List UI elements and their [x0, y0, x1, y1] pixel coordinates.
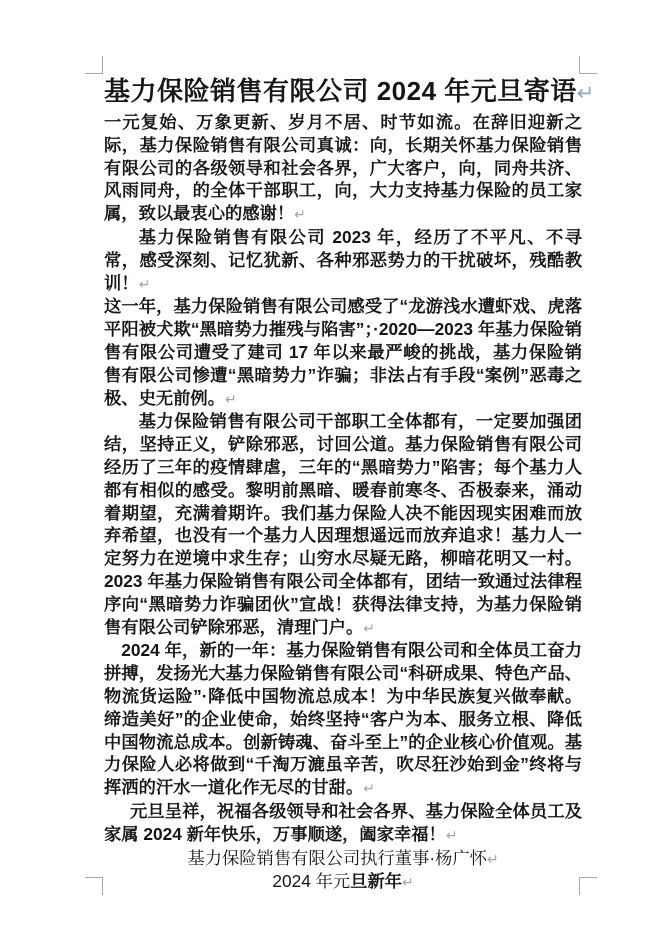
paragraph-mark-icon: ↵ [402, 874, 414, 891]
paragraph-text: 一元复始、万象更新、岁月不居、时节如流。在辞旧迎新之际，基力保险销售有限公司真诚：向，长期关怀基力保险销售有限公司的各级领导和社会各界，广大客户，向，同舟共济、风雨同舟，的全体干部职工，向，大力支持基力保险的员工家属，致以最衷心的感谢！ [104, 112, 582, 224]
paragraph-new-year-wishes[interactable] [104, 800, 582, 847]
paragraph-staff-unity[interactable] [104, 410, 582, 639]
document-title-text: 基力保险销售有限公司 2024 年元旦寄语 [104, 76, 577, 106]
paragraph-text: 基力保险销售有限公司 2023 年，经历了不平凡、不寻常，感受深刻、记忆犹新、各种邪恶势力的干扰破坏，残酷教训！ [104, 226, 582, 293]
crop-mark-bottom-left-icon [85, 877, 103, 895]
signature-text: 基力保险销售有限公司执行董事·杨广怀 [187, 847, 487, 868]
document-title[interactable] [104, 74, 595, 111]
paragraph-greeting[interactable] [104, 111, 582, 226]
crop-mark-top-left-icon [85, 56, 103, 74]
paragraph-mark-icon: ↵ [294, 206, 306, 223]
crop-mark-top-right-icon [579, 56, 597, 74]
paragraph-mark-icon: ↵ [445, 826, 458, 843]
paragraph-2023-review[interactable] [104, 226, 582, 295]
paragraph-mark-icon: ↵ [576, 82, 595, 105]
paragraph-mark-icon: ↵ [486, 850, 499, 867]
paragraph-mark-icon: ↵ [224, 390, 237, 407]
paragraph-this-year[interactable] [104, 295, 582, 410]
date-line[interactable] [104, 870, 582, 894]
paragraph-text: 2024 年，新的一年：基力保险销售有限公司和全体员工奋力拼搏，发扬光大基力保险销售有限公司“科研成果、特色产品、物流货运险”·降低中国物流总成本！为中华民族复兴做奉献。缔造美好”的企业使命，始终坚持“客户为本、服务立根、降低中国物流总成本。创新铸魂、奋斗至上”的企业核心价值观。基力保险人必将做到“千淘万漉虽辛苦，吹尽狂沙始到金”终将与挥洒的汗水一道化作无尽的甘甜。 [104, 640, 582, 798]
date-regular-text: 2024 年元 [272, 871, 351, 892]
paragraph-mark-icon: ↵ [363, 619, 375, 636]
paragraph-mark-icon: ↵ [363, 780, 375, 797]
signature-line[interactable] [104, 847, 582, 871]
paragraph-mark-icon: ↵ [138, 275, 151, 292]
paragraph-2024-outlook[interactable] [104, 639, 582, 800]
paragraph-text: 元旦呈祥，祝福各级领导和社会各界、基力保险全体员工及家属 2024 新年快乐，万事顺遂，阖家幸福！ [104, 800, 582, 844]
date-bold-text: 旦新年 [350, 871, 403, 892]
document-text-area[interactable] [104, 74, 595, 894]
paragraph-text: 基力保险销售有限公司干部职工全体都有，一定要加强团结，坚持正义，铲除邪恶，讨回公道。基力保险销售有限公司经历了三年的疫情肆虐，三年的“黑暗势力”陷害；每个基力人都有相似的感受。黎明前黑暗、暖春前寒冬、否极泰来，涌动着期望，充满着期许。我们基力保险人决不能因现实困难而放弃希望，也没有一个基力人因理想遥远而放弃追求！基力人一定努力在逆境中求生存；山穷水尽疑无路，柳暗花明又一村。2023 年基力保险销售有限公司全体都有，团结一致通过法律程序向“黑暗势力诈骗团伙”宣战！获得法律支持，为基力保险销售有限公司铲除邪恶，清理门户。 [104, 411, 582, 637]
paragraph-text: 这一年，基力保险销售有限公司感受了“龙游浅水遭虾戏、虎落平阳被犬欺“黑暗势力摧残与陷害”；·2020—2023 年基力保险销售有限公司遭受了建司 17 年以来最严峻的挑战，基力保险销售有限公司惨遭“黑暗势力”诈骗；非法占有手段“案例”恶毒之极、史无前例。 [104, 296, 582, 408]
